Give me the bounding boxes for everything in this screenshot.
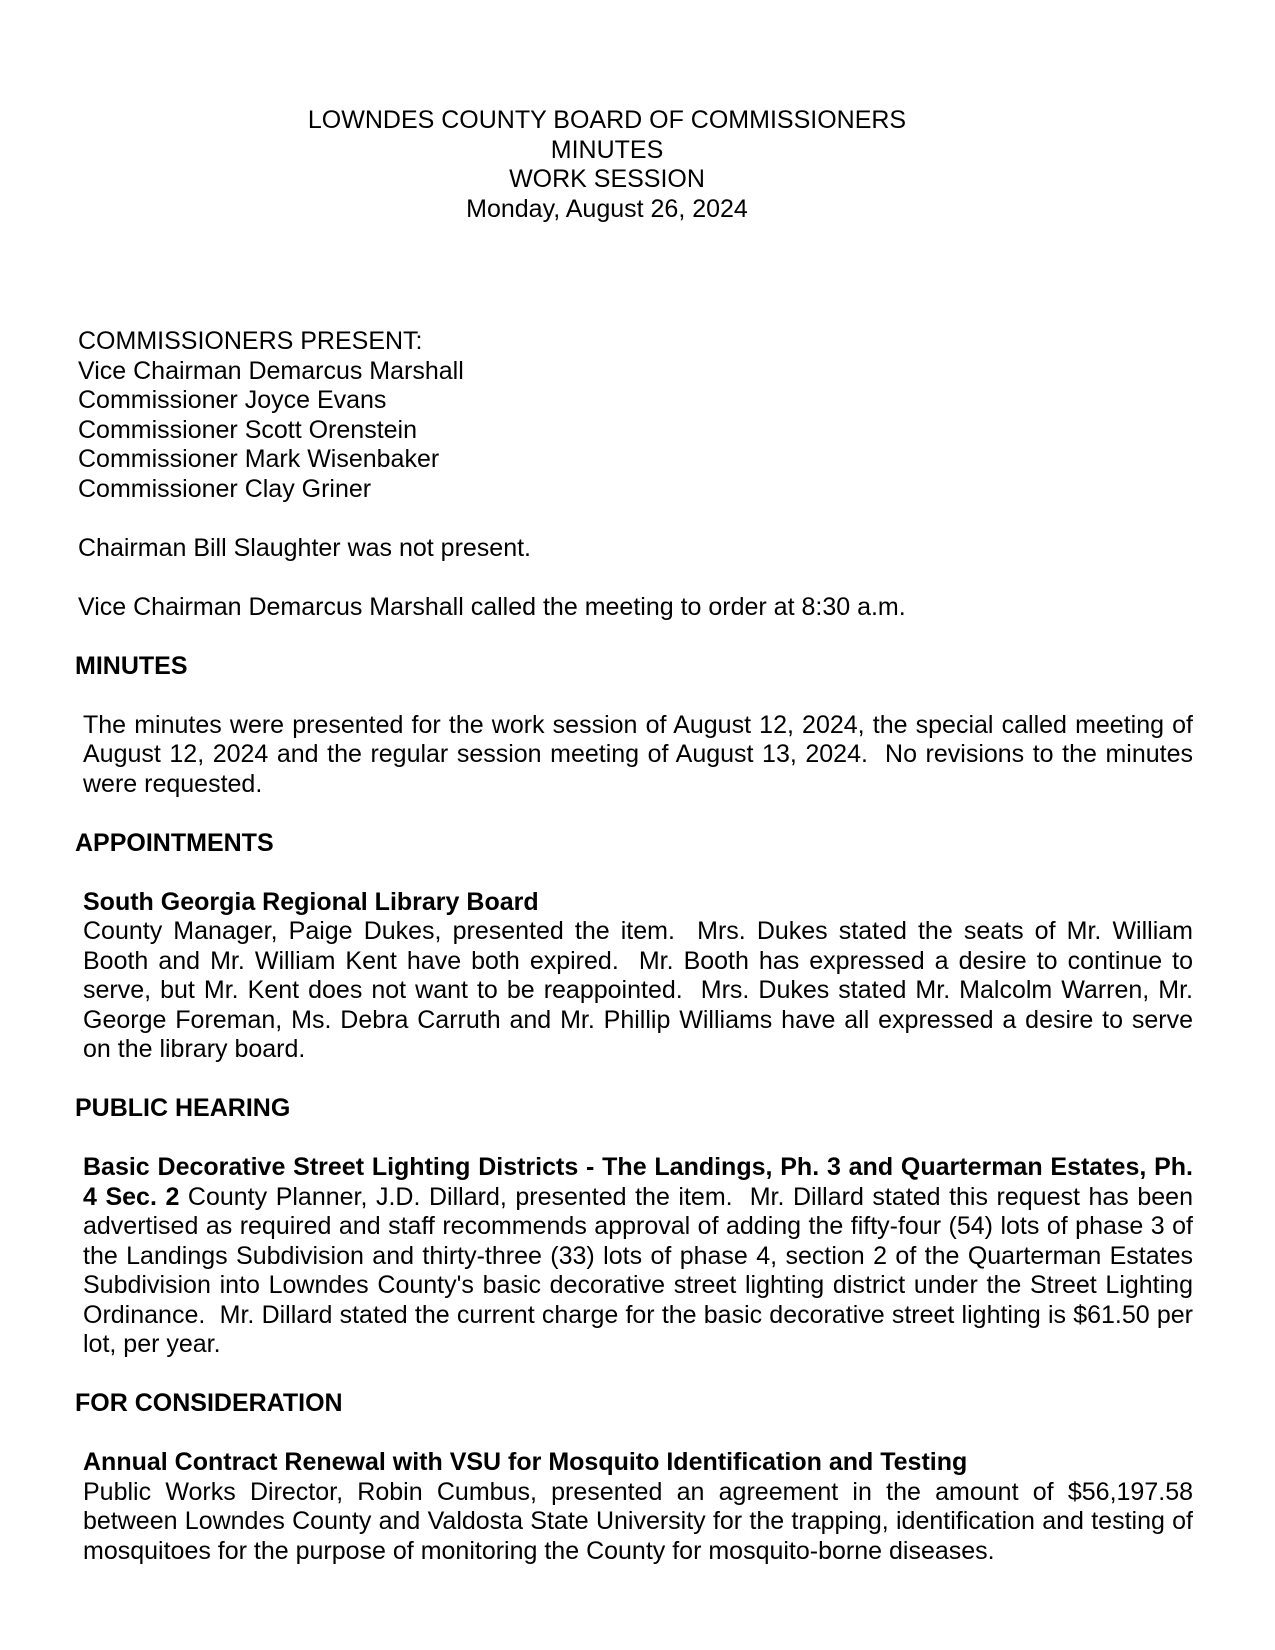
appointments-body: County Manager, Paige Dukes, presented the item. Mrs. Dukes stated the seats of Mr. William Booth and Mr. William Kent have both expired. Mr. Booth has expressed a desire to continue to serve, but Mr. Kent does not want to be reappointed. Mrs. Dukes stated Mr. Malcolm Warren, Mr. George Foreman, Ms. Debra Carruth and Mr. Phillip Williams have all expressed a desire to serve on the library board.	[83, 917, 1193, 1063]
call-to-order-note: Vice Chairman Demarcus Marshall called the meeting to order at 8:30 a.m.	[78, 592, 906, 621]
minutes-body: The minutes were presented for the work session of August 12, 2024, the special called meeting of August 12, 2024 and the regular session meeting of August 13, 2024. No revisions to the minutes were requested.	[83, 710, 1193, 798]
for-consideration-body: Public Works Director, Robin Cumbus, presented an agreement in the amount of $56,197.58 between Lowndes County and Valdosta State University for the trapping, identification and testing of mosquitoes for the purpose of monitoring the County for mosquito-borne diseases.	[83, 1477, 1193, 1565]
title-line-date: Monday, August 26, 2024	[466, 194, 748, 223]
for-consideration-section-item	[83, 1448, 1193, 1566]
public-hearing-section-item	[83, 1153, 1193, 1360]
section-heading-for-consideration: FOR CONSIDERATION	[75, 1389, 343, 1417]
minutes-section-item	[83, 711, 1193, 800]
chairman-absent-note: Chairman Bill Slaughter was not present.	[78, 533, 532, 562]
commissioner-name: Commissioner Scott Orenstein	[78, 415, 418, 444]
commissioners-present-label: COMMISSIONERS PRESENT:	[78, 327, 423, 355]
section-heading-public-hearing: PUBLIC HEARING	[75, 1094, 291, 1122]
appointments-item-title: South Georgia Regional Library Board	[83, 887, 539, 916]
for-consideration-item-title: Annual Contract Renewal with VSU for Mosquito Identification and Testing	[83, 1448, 968, 1476]
commissioner-name: Commissioner Joyce Evans	[78, 386, 387, 414]
commissioner-name: Commissioner Mark Wisenbaker	[78, 445, 440, 473]
commissioner-name: Commissioner Clay Griner	[78, 474, 372, 503]
title-line-org: LOWNDES COUNTY BOARD OF COMMISSIONERS	[307, 106, 907, 134]
section-heading-appointments: APPOINTMENTS	[75, 828, 274, 857]
title-line-minutes: MINUTES	[550, 135, 664, 164]
section-heading-minutes: MINUTES	[75, 651, 188, 680]
public-hearing-item-title: Basic Decorative Street Lighting Districts - The Landings, Ph. 3 and Quarterman Estates, Ph. 4 Sec. 2	[83, 1153, 1193, 1211]
public-hearing-paragraph	[83, 1153, 1193, 1360]
title-line-session: WORK SESSION	[509, 165, 705, 193]
appointments-section-item	[83, 888, 1193, 1065]
document-title-block	[75, 106, 1139, 224]
attendance-block	[78, 327, 1193, 504]
commissioner-name: Vice Chairman Demarcus Marshall	[78, 356, 464, 385]
public-hearing-body: County Planner, J.D. Dillard, presented the item. Mr. Dillard stated this request has been advertised as required and staff recommends approval of adding the fifty-four (54) lots of phase 3 of the Landings Subdivision and thirty-three (33) lots of phase 4, section 2 of the Quarterman Estates Subdivision into Lowndes County's basic decorative street lighting district under the Street Lighting Ordinance. Mr. Dillard stated the current charge for the basic decorative street lighting is $61.50 per lot, per year.	[83, 1182, 1193, 1358]
